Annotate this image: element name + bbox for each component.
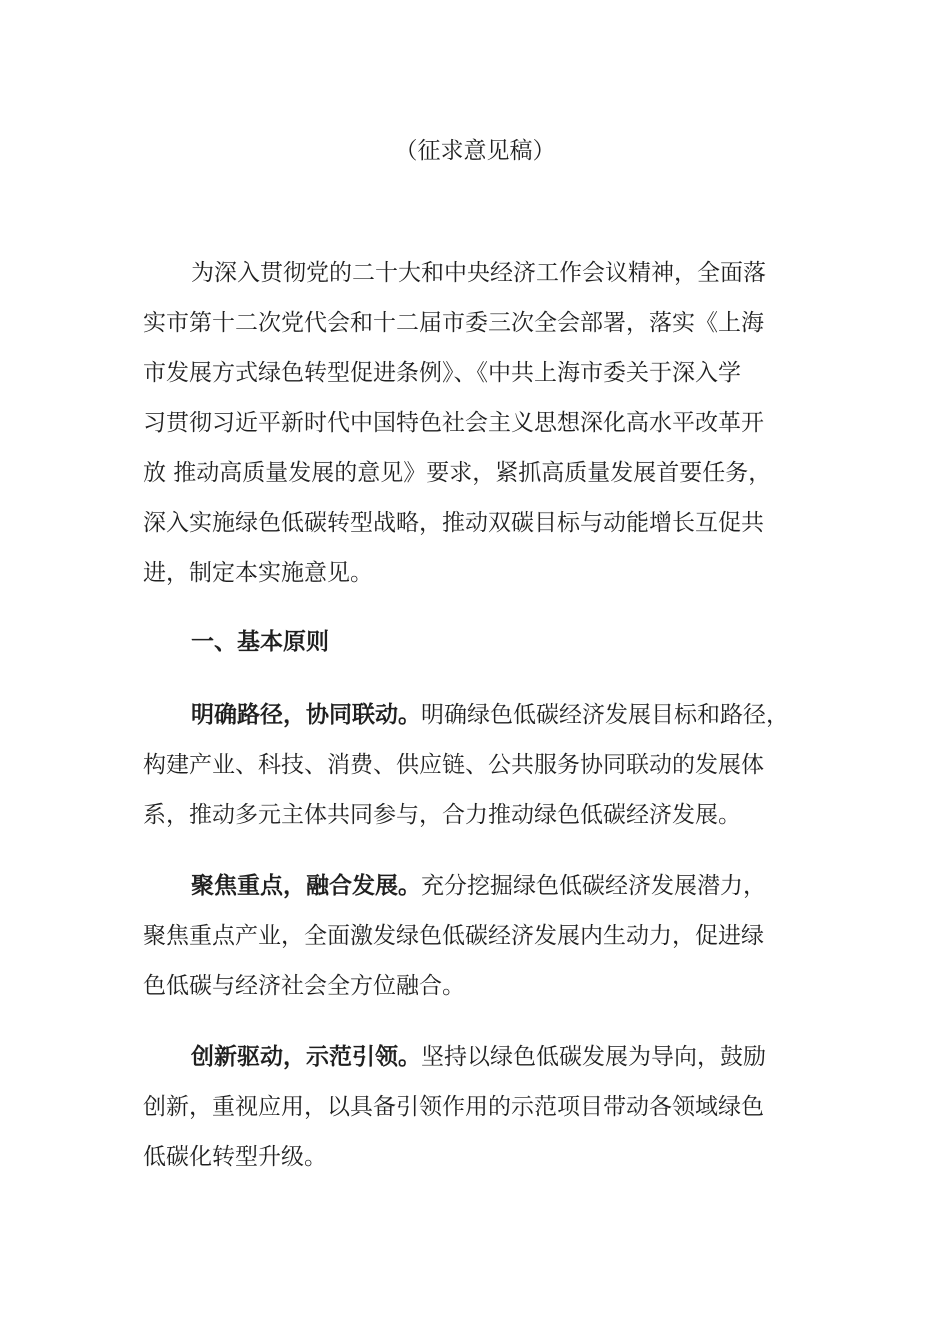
principle-line: 色低碳与经济社会全方位融合。 [143, 973, 465, 999]
intro-line: 实市第十二次党代会和十二届市委三次全会部署，落实《上海 [143, 310, 764, 336]
principle-first-line [143, 861, 811, 911]
intro-line: 市发展方式绿色转型促进条例》、《中共上海市委关于深入学 [143, 360, 741, 386]
principle-paragraph [143, 861, 811, 1011]
principle-text: 坚持以绿色低碳发展为导向，鼓励 [421, 1044, 766, 1070]
intro-line: 为深入贯彻党的二十大和中央经济工作会议精神，全面落 [191, 260, 766, 286]
intro-line: 放 推动高质量发展的意见》要求，紧抓高质量发展首要任务， [143, 460, 772, 486]
intro-line: 习贯彻习近平新时代中国特色社会主义思想深化高水平改革开 [143, 410, 764, 436]
principle-line: 创新，重视应用，以具备引领作用的示范项目带动各领域绿色 [143, 1094, 764, 1120]
principle-title: 创新驱动，示范引领。 [191, 1044, 421, 1070]
principle-paragraph [143, 1032, 811, 1182]
principle-text: 充分挖掘绿色低碳经济发展潜力， [421, 873, 766, 899]
principle-first-line [143, 1032, 811, 1082]
section-heading: 一、基本原则 [191, 629, 329, 655]
principle-line: 低碳化转型升级。 [143, 1144, 327, 1170]
principle-first-line [143, 690, 811, 740]
intro-paragraph [143, 248, 811, 598]
principle-text: 明确绿色低碳经济发展目标和路径， [421, 702, 789, 728]
intro-line: 深入实施绿色低碳转型战略，推动双碳目标与动能增长互促共 [143, 510, 764, 536]
principle-line: 构建产业、科技、消费、供应链、公共服务协同联动的发展体 [143, 752, 764, 778]
principle-title: 聚焦重点，融合发展。 [191, 873, 421, 899]
principle-line: 系，推动多元主体共同参与，合力推动绿色低碳经济发展。 [143, 802, 741, 828]
principle-title: 明确路径，协同联动。 [191, 702, 421, 728]
intro-line: 进，制定本实施意见。 [143, 560, 373, 586]
principle-line: 聚焦重点产业，全面激发绿色低碳经济发展内生动力，促进绿 [143, 923, 764, 949]
principle-paragraph [143, 690, 811, 840]
document-subtitle: （征求意见稿） [394, 138, 556, 164]
